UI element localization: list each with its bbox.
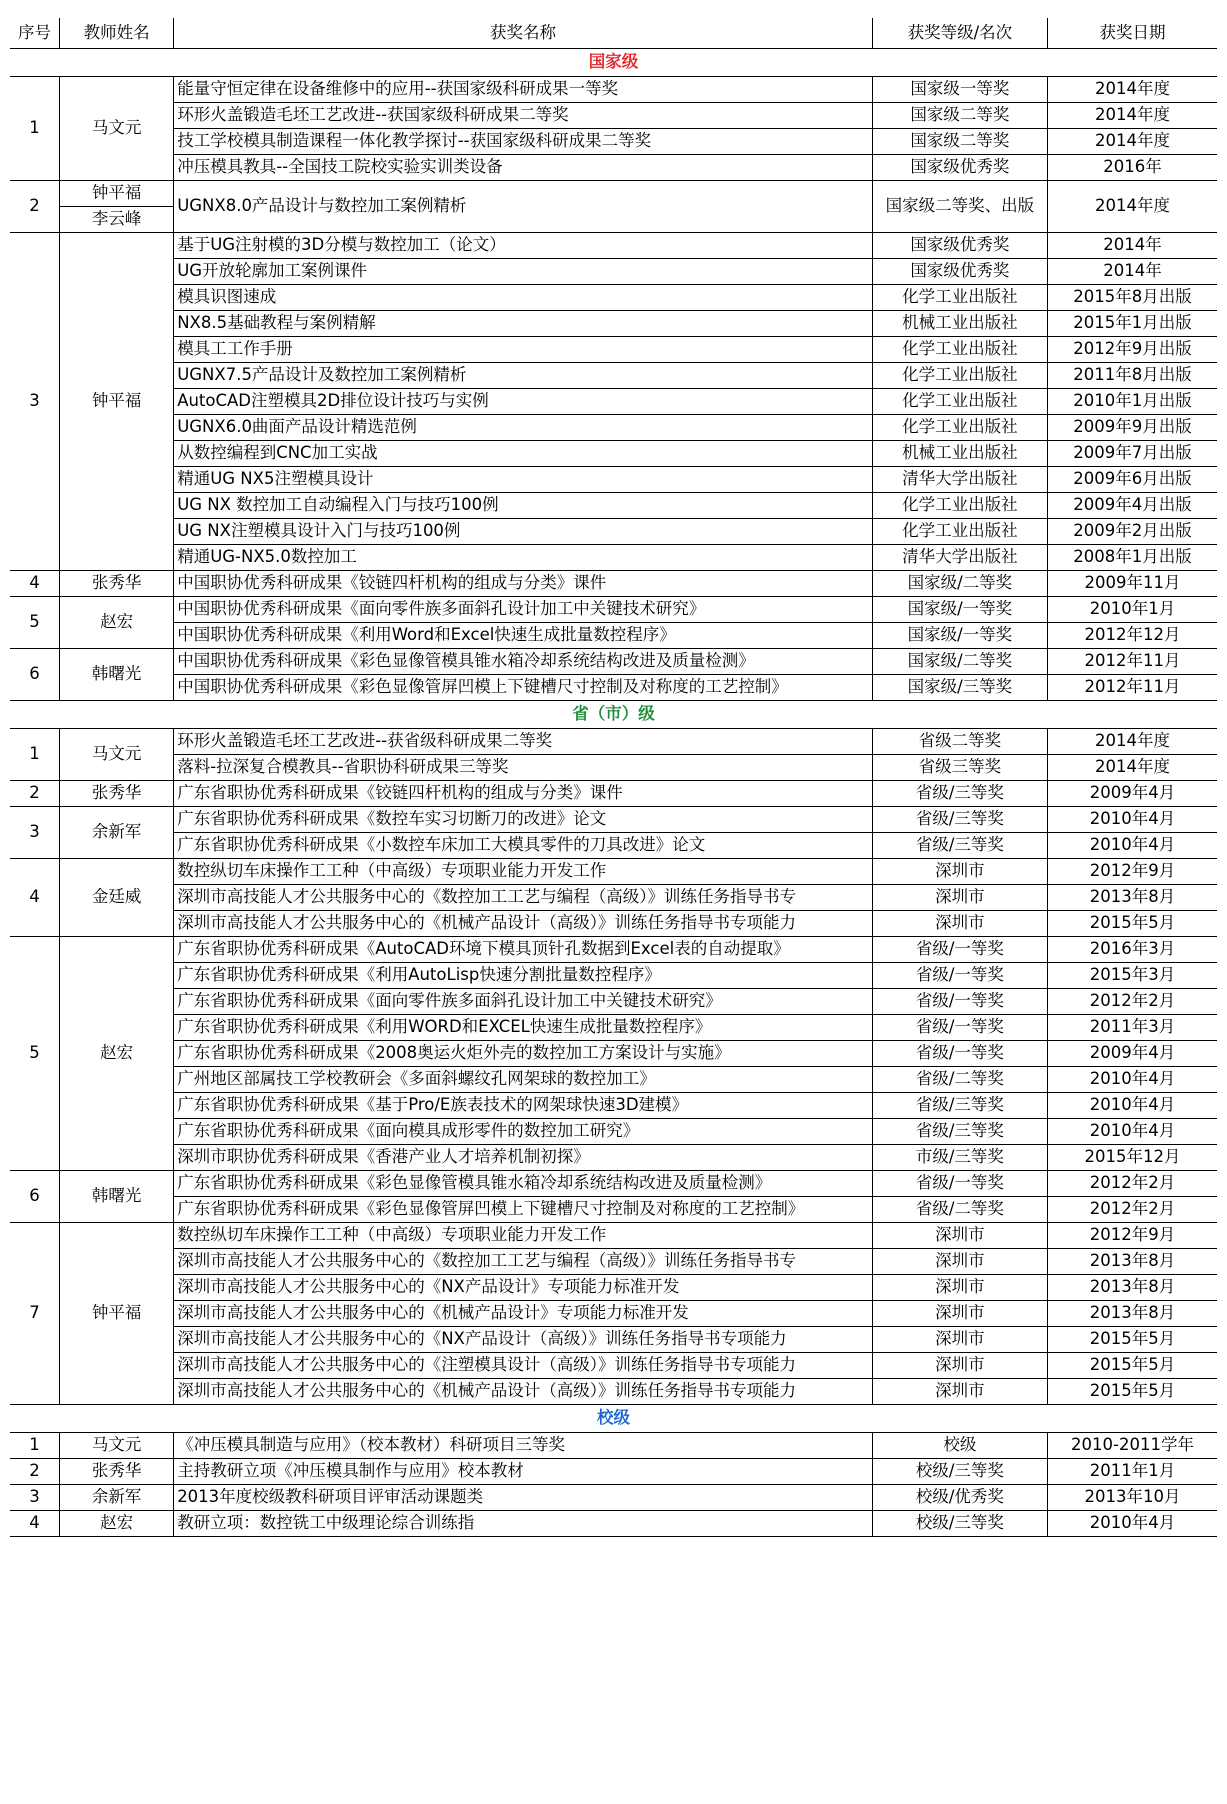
row-seq: 3 (10, 233, 60, 571)
row-award: UG开放轮廓加工案例课件 (174, 259, 873, 285)
header-row (10, 18, 1217, 49)
header-seq: 序号 (10, 18, 60, 49)
row-seq: 7 (10, 1223, 60, 1405)
header-level: 获奖等级/名次 (872, 18, 1047, 49)
row-award: UG NX 数控加工自动编程入门与技巧100例 (174, 493, 873, 519)
row-level: 省级二等奖 (872, 729, 1047, 755)
table-row (10, 441, 1217, 467)
row-level: 校级/三等奖 (872, 1511, 1047, 1537)
row-level: 化学工业出版社 (872, 415, 1047, 441)
table-row (10, 1171, 1217, 1197)
table-row (10, 1485, 1217, 1511)
table-row (10, 259, 1217, 285)
table-row (10, 1433, 1217, 1459)
row-level: 省级/三等奖 (872, 781, 1047, 807)
row-date: 2010年4月 (1048, 1511, 1218, 1537)
awards-body (10, 49, 1217, 1537)
row-award: NX8.5基础教程与案例精解 (174, 311, 873, 337)
table-row (10, 1197, 1217, 1223)
row-level: 化学工业出版社 (872, 389, 1047, 415)
row-teacher: 余新军 (60, 807, 174, 859)
row-award: 广东省职协优秀科研成果《面向零件族多面斜孔设计加工中关键技术研究》 (174, 989, 873, 1015)
table-row (10, 937, 1217, 963)
row-date: 2009年4月 (1048, 1041, 1218, 1067)
table-row (10, 1093, 1217, 1119)
row-date: 2014年度 (1048, 103, 1218, 129)
table-row (10, 311, 1217, 337)
row-award: 模具工工作手册 (174, 337, 873, 363)
table-row (10, 77, 1217, 103)
table-row (10, 1511, 1217, 1537)
row-award: 中国职协优秀科研成果《彩色显像管模具锥水箱冷却系统结构改进及质量检测》 (174, 649, 873, 675)
row-teacher: 赵宏 (60, 937, 174, 1171)
row-date: 2014年度 (1048, 129, 1218, 155)
table-row (10, 519, 1217, 545)
row-award: 主持教研立项《冲压模具制作与应用》校本教材 (174, 1459, 873, 1485)
row-level: 省级三等奖 (872, 755, 1047, 781)
row-level: 国家级/一等奖 (872, 597, 1047, 623)
row-teacher: 张秀华 (60, 571, 174, 597)
row-level: 国家级一等奖 (872, 77, 1047, 103)
row-level: 清华大学出版社 (872, 467, 1047, 493)
table-row (10, 1459, 1217, 1485)
table-row (10, 1301, 1217, 1327)
row-level: 国家级优秀奖 (872, 233, 1047, 259)
table-row (10, 1015, 1217, 1041)
row-level: 市级/三等奖 (872, 1145, 1047, 1171)
row-date: 2009年6月出版 (1048, 467, 1218, 493)
row-award: 广东省职协优秀科研成果《基于Pro/E族表技术的网架球快速3D建模》 (174, 1093, 873, 1119)
row-seq: 4 (10, 571, 60, 597)
awards-table (10, 18, 1217, 1537)
table-row (10, 1067, 1217, 1093)
row-award: UGNX8.0产品设计与数控加工案例精析 (174, 181, 873, 233)
row-level: 清华大学出版社 (872, 545, 1047, 571)
row-date: 2010年4月 (1048, 1119, 1218, 1145)
row-level: 省级/一等奖 (872, 1171, 1047, 1197)
row-date: 2015年5月 (1048, 1379, 1218, 1405)
table-row (10, 597, 1217, 623)
row-level: 深圳市 (872, 1379, 1047, 1405)
row-seq: 3 (10, 1485, 60, 1511)
row-award: 基于UG注射模的3D分模与数控加工（论文） (174, 233, 873, 259)
table-row (10, 467, 1217, 493)
row-date: 2010年1月 (1048, 597, 1218, 623)
row-seq: 2 (10, 1459, 60, 1485)
table-row (10, 1119, 1217, 1145)
row-date: 2016年3月 (1048, 937, 1218, 963)
row-seq: 4 (10, 1511, 60, 1537)
row-level: 省级/二等奖 (872, 1197, 1047, 1223)
row-award: UGNX7.5产品设计及数控加工案例精析 (174, 363, 873, 389)
row-date: 2015年5月 (1048, 911, 1218, 937)
table-row (10, 807, 1217, 833)
section-title: 省（市）级 (10, 701, 1217, 729)
row-award: 广东省职协优秀科研成果《利用AutoLisp快速分割批量数控程序》 (174, 963, 873, 989)
row-seq: 3 (10, 807, 60, 859)
table-row (10, 729, 1217, 755)
row-date: 2015年5月 (1048, 1353, 1218, 1379)
row-level: 深圳市 (872, 1301, 1047, 1327)
row-seq: 1 (10, 729, 60, 781)
row-level: 省级/一等奖 (872, 989, 1047, 1015)
row-date: 2012年9月 (1048, 1223, 1218, 1249)
row-date: 2013年8月 (1048, 1275, 1218, 1301)
row-award: 广东省职协优秀科研成果《面向模具成形零件的数控加工研究》 (174, 1119, 873, 1145)
row-level: 国家级/二等奖 (872, 649, 1047, 675)
row-teacher: 赵宏 (60, 597, 174, 649)
row-teacher: 马文元 (60, 1433, 174, 1459)
table-row (10, 337, 1217, 363)
row-award: 广东省职协优秀科研成果《AutoCAD环境下模具顶针孔数据到Excel表的自动提取》 (174, 937, 873, 963)
table-row (10, 1041, 1217, 1067)
row-award: 广东省职协优秀科研成果《彩色显像管屏凹模上下键槽尺寸控制及对称度的工艺控制》 (174, 1197, 873, 1223)
row-award: 2013年度校级教科研项目评审活动课题类 (174, 1485, 873, 1511)
table-row (10, 363, 1217, 389)
row-level: 化学工业出版社 (872, 337, 1047, 363)
row-level: 校级 (872, 1433, 1047, 1459)
row-seq: 5 (10, 597, 60, 649)
row-seq: 2 (10, 181, 60, 233)
row-date: 2012年11月 (1048, 649, 1218, 675)
row-date: 2015年8月出版 (1048, 285, 1218, 311)
row-teacher: 韩曙光 (60, 649, 174, 701)
table-row (10, 1379, 1217, 1405)
table-row (10, 129, 1217, 155)
row-level: 省级/三等奖 (872, 1119, 1047, 1145)
row-teacher: 张秀华 (60, 1459, 174, 1485)
row-date: 2009年11月 (1048, 571, 1218, 597)
row-date: 2015年12月 (1048, 1145, 1218, 1171)
awards-table-container (10, 18, 1217, 1537)
table-row (10, 389, 1217, 415)
row-date: 2015年5月 (1048, 1327, 1218, 1353)
row-date: 2012年9月出版 (1048, 337, 1218, 363)
table-row (10, 571, 1217, 597)
row-level: 化学工业出版社 (872, 493, 1047, 519)
row-date: 2013年8月 (1048, 1301, 1218, 1327)
row-award: 深圳市高技能人才公共服务中心的《注塑模具设计（高级）》训练任务指导书专项能力 (174, 1353, 873, 1379)
row-level: 省级/一等奖 (872, 963, 1047, 989)
table-row (10, 233, 1217, 259)
row-seq: 6 (10, 1171, 60, 1223)
row-level: 深圳市 (872, 1353, 1047, 1379)
section-title: 校级 (10, 1405, 1217, 1433)
row-level: 国家级优秀奖 (872, 155, 1047, 181)
row-seq: 6 (10, 649, 60, 701)
row-level: 深圳市 (872, 1327, 1047, 1353)
row-level: 机械工业出版社 (872, 441, 1047, 467)
row-award: 教研立项：数控铣工中级理论综合训练指 (174, 1511, 873, 1537)
row-teacher: 张秀华 (60, 781, 174, 807)
row-award: UGNX6.0曲面产品设计精选范例 (174, 415, 873, 441)
row-date: 2012年12月 (1048, 623, 1218, 649)
row-date: 2010年4月 (1048, 1067, 1218, 1093)
table-row (10, 1249, 1217, 1275)
row-level: 深圳市 (872, 1249, 1047, 1275)
row-award: 精通UG-NX5.0数控加工 (174, 545, 873, 571)
row-award: 精通UG NX5注塑模具设计 (174, 467, 873, 493)
row-level: 化学工业出版社 (872, 285, 1047, 311)
row-level: 校级/三等奖 (872, 1459, 1047, 1485)
row-level: 国家级/三等奖 (872, 675, 1047, 701)
row-level: 深圳市 (872, 1275, 1047, 1301)
row-award: 模具识图速成 (174, 285, 873, 311)
row-date: 2009年9月出版 (1048, 415, 1218, 441)
row-teacher: 钟平福 (60, 1223, 174, 1405)
row-teacher: 韩曙光 (60, 1171, 174, 1223)
row-level: 国家级二等奖、出版 (872, 181, 1047, 233)
row-level: 国家级二等奖 (872, 129, 1047, 155)
table-row (10, 989, 1217, 1015)
row-teacher: 钟平福 (60, 233, 174, 571)
table-row (10, 885, 1217, 911)
row-level: 国家级二等奖 (872, 103, 1047, 129)
row-teacher: 钟平福 (60, 181, 174, 207)
row-date: 2011年3月 (1048, 1015, 1218, 1041)
row-date: 2013年8月 (1048, 885, 1218, 911)
row-level: 深圳市 (872, 859, 1047, 885)
row-award: 广东省职协优秀科研成果《利用WORD和EXCEL快速生成批量数控程序》 (174, 1015, 873, 1041)
table-row (10, 755, 1217, 781)
row-date: 2008年1月出版 (1048, 545, 1218, 571)
row-date: 2014年度 (1048, 77, 1218, 103)
row-teacher: 马文元 (60, 77, 174, 181)
row-date: 2010年4月 (1048, 1093, 1218, 1119)
row-award: 能量守恒定律在设备维修中的应用--获国家级科研成果一等奖 (174, 77, 873, 103)
row-level: 省级/三等奖 (872, 1093, 1047, 1119)
row-level: 深圳市 (872, 885, 1047, 911)
row-date: 2010-2011学年 (1048, 1433, 1218, 1459)
header-award: 获奖名称 (174, 18, 873, 49)
row-seq: 2 (10, 781, 60, 807)
header-date: 获奖日期 (1048, 18, 1218, 49)
table-row (10, 545, 1217, 571)
row-level: 深圳市 (872, 1223, 1047, 1249)
row-award: 技工学校模具制造课程一体化教学探讨--获国家级科研成果二等奖 (174, 129, 873, 155)
table-row (10, 181, 1217, 207)
row-award: 深圳市高技能人才公共服务中心的《NX产品设计》专项能力标准开发 (174, 1275, 873, 1301)
row-teacher: 李云峰 (60, 207, 174, 233)
table-row (10, 1353, 1217, 1379)
row-award: UG NX注塑模具设计入门与技巧100例 (174, 519, 873, 545)
row-date: 2012年2月 (1048, 1171, 1218, 1197)
row-teacher: 金廷威 (60, 859, 174, 937)
row-award: 落料-拉深复合模教具--省职协科研成果三等奖 (174, 755, 873, 781)
row-level: 化学工业出版社 (872, 363, 1047, 389)
table-row (10, 623, 1217, 649)
table-row (10, 1275, 1217, 1301)
row-level: 校级/优秀奖 (872, 1485, 1047, 1511)
table-row (10, 285, 1217, 311)
row-award: 深圳市职协优秀科研成果《香港产业人才培养机制初探》 (174, 1145, 873, 1171)
row-award: 广东省职协优秀科研成果《2008奥运火炬外壳的数控加工方案设计与实施》 (174, 1041, 873, 1067)
section-header-row (10, 701, 1217, 729)
row-date: 2015年3月 (1048, 963, 1218, 989)
row-level: 省级/三等奖 (872, 833, 1047, 859)
row-date: 2011年1月 (1048, 1459, 1218, 1485)
section-title: 国家级 (10, 49, 1217, 77)
row-teacher: 马文元 (60, 729, 174, 781)
row-date: 2010年4月 (1048, 833, 1218, 859)
row-seq: 4 (10, 859, 60, 937)
row-level: 化学工业出版社 (872, 519, 1047, 545)
row-date: 2009年7月出版 (1048, 441, 1218, 467)
row-date: 2009年2月出版 (1048, 519, 1218, 545)
row-award: 深圳市高技能人才公共服务中心的《数控加工工艺与编程（高级）》训练任务指导书专 (174, 1249, 873, 1275)
table-row (10, 1327, 1217, 1353)
row-date: 2014年度 (1048, 181, 1218, 233)
row-level: 深圳市 (872, 911, 1047, 937)
table-row (10, 963, 1217, 989)
row-date: 2013年10月 (1048, 1485, 1218, 1511)
row-level: 机械工业出版社 (872, 311, 1047, 337)
row-date: 2014年度 (1048, 729, 1218, 755)
row-award: 广东省职协优秀科研成果《铰链四杆机构的组成与分类》课件 (174, 781, 873, 807)
section-header-row (10, 1405, 1217, 1433)
row-date: 2014年 (1048, 233, 1218, 259)
row-award: 数控纵切车床操作工工种（中高级）专项职业能力开发工作 (174, 859, 873, 885)
row-level: 省级/一等奖 (872, 1041, 1047, 1067)
table-row (10, 415, 1217, 441)
row-date: 2012年11月 (1048, 675, 1218, 701)
row-date: 2015年1月出版 (1048, 311, 1218, 337)
row-award: 深圳市高技能人才公共服务中心的《NX产品设计（高级）》训练任务指导书专项能力 (174, 1327, 873, 1353)
row-award: 广州地区部属技工学校教研会《多面斜螺纹孔网架球的数控加工》 (174, 1067, 873, 1093)
row-date: 2010年4月 (1048, 807, 1218, 833)
row-level: 国家级优秀奖 (872, 259, 1047, 285)
table-row (10, 833, 1217, 859)
header-teacher: 教师姓名 (60, 18, 174, 49)
row-level: 省级/二等奖 (872, 1067, 1047, 1093)
row-date: 2011年8月出版 (1048, 363, 1218, 389)
row-level: 省级/一等奖 (872, 937, 1047, 963)
table-row (10, 1145, 1217, 1171)
row-date: 2012年2月 (1048, 1197, 1218, 1223)
row-date: 2013年8月 (1048, 1249, 1218, 1275)
row-award: 从数控编程到CNC加工实战 (174, 441, 873, 467)
row-date: 2009年4月出版 (1048, 493, 1218, 519)
row-date: 2010年1月出版 (1048, 389, 1218, 415)
row-award: 深圳市高技能人才公共服务中心的《机械产品设计（高级）》训练任务指导书专项能力 (174, 911, 873, 937)
row-award: 中国职协优秀科研成果《铰链四杆机构的组成与分类》课件 (174, 571, 873, 597)
row-award: 深圳市高技能人才公共服务中心的《机械产品设计（高级）》训练任务指导书专项能力 (174, 1379, 873, 1405)
row-level: 省级/一等奖 (872, 1015, 1047, 1041)
row-date: 2014年 (1048, 259, 1218, 285)
table-row (10, 103, 1217, 129)
row-award: 广东省职协优秀科研成果《数控车实习切断刀的改进》论文 (174, 807, 873, 833)
table-row (10, 649, 1217, 675)
table-row (10, 911, 1217, 937)
row-award: 冲压模具教具--全国技工院校实验实训类设备 (174, 155, 873, 181)
section-header-row (10, 49, 1217, 77)
row-award: 数控纵切车床操作工工种（中高级）专项职业能力开发工作 (174, 1223, 873, 1249)
row-date: 2016年 (1048, 155, 1218, 181)
row-level: 国家级/一等奖 (872, 623, 1047, 649)
row-award: 深圳市高技能人才公共服务中心的《数控加工工艺与编程（高级）》训练任务指导书专 (174, 885, 873, 911)
row-award: 环形火盖锻造毛坯工艺改进--获省级科研成果二等奖 (174, 729, 873, 755)
row-date: 2014年度 (1048, 755, 1218, 781)
row-date: 2009年4月 (1048, 781, 1218, 807)
row-seq: 1 (10, 77, 60, 181)
table-row (10, 1223, 1217, 1249)
row-award: 中国职协优秀科研成果《彩色显像管屏凹模上下键槽尺寸控制及对称度的工艺控制》 (174, 675, 873, 701)
row-date: 2012年2月 (1048, 989, 1218, 1015)
table-row (10, 155, 1217, 181)
row-teacher: 余新军 (60, 1485, 174, 1511)
row-seq: 5 (10, 937, 60, 1171)
row-award: 《冲压模具制造与应用》（校本教材）科研项目三等奖 (174, 1433, 873, 1459)
row-level: 省级/三等奖 (872, 807, 1047, 833)
row-award: 中国职协优秀科研成果《利用Word和Excel快速生成批量数控程序》 (174, 623, 873, 649)
row-award: 环形火盖锻造毛坯工艺改进--获国家级科研成果二等奖 (174, 103, 873, 129)
table-row (10, 781, 1217, 807)
row-award: 广东省职协优秀科研成果《小数控车床加工大模具零件的刀具改进》论文 (174, 833, 873, 859)
row-level: 国家级/二等奖 (872, 571, 1047, 597)
table-row (10, 859, 1217, 885)
row-date: 2012年9月 (1048, 859, 1218, 885)
row-award: 中国职协优秀科研成果《面向零件族多面斜孔设计加工中关键技术研究》 (174, 597, 873, 623)
row-award: 深圳市高技能人才公共服务中心的《机械产品设计》专项能力标准开发 (174, 1301, 873, 1327)
row-award: 广东省职协优秀科研成果《彩色显像管模具锥水箱冷却系统结构改进及质量检测》 (174, 1171, 873, 1197)
table-row (10, 493, 1217, 519)
table-row (10, 675, 1217, 701)
row-teacher: 赵宏 (60, 1511, 174, 1537)
row-award: AutoCAD注塑模具2D排位设计技巧与实例 (174, 389, 873, 415)
row-seq: 1 (10, 1433, 60, 1459)
